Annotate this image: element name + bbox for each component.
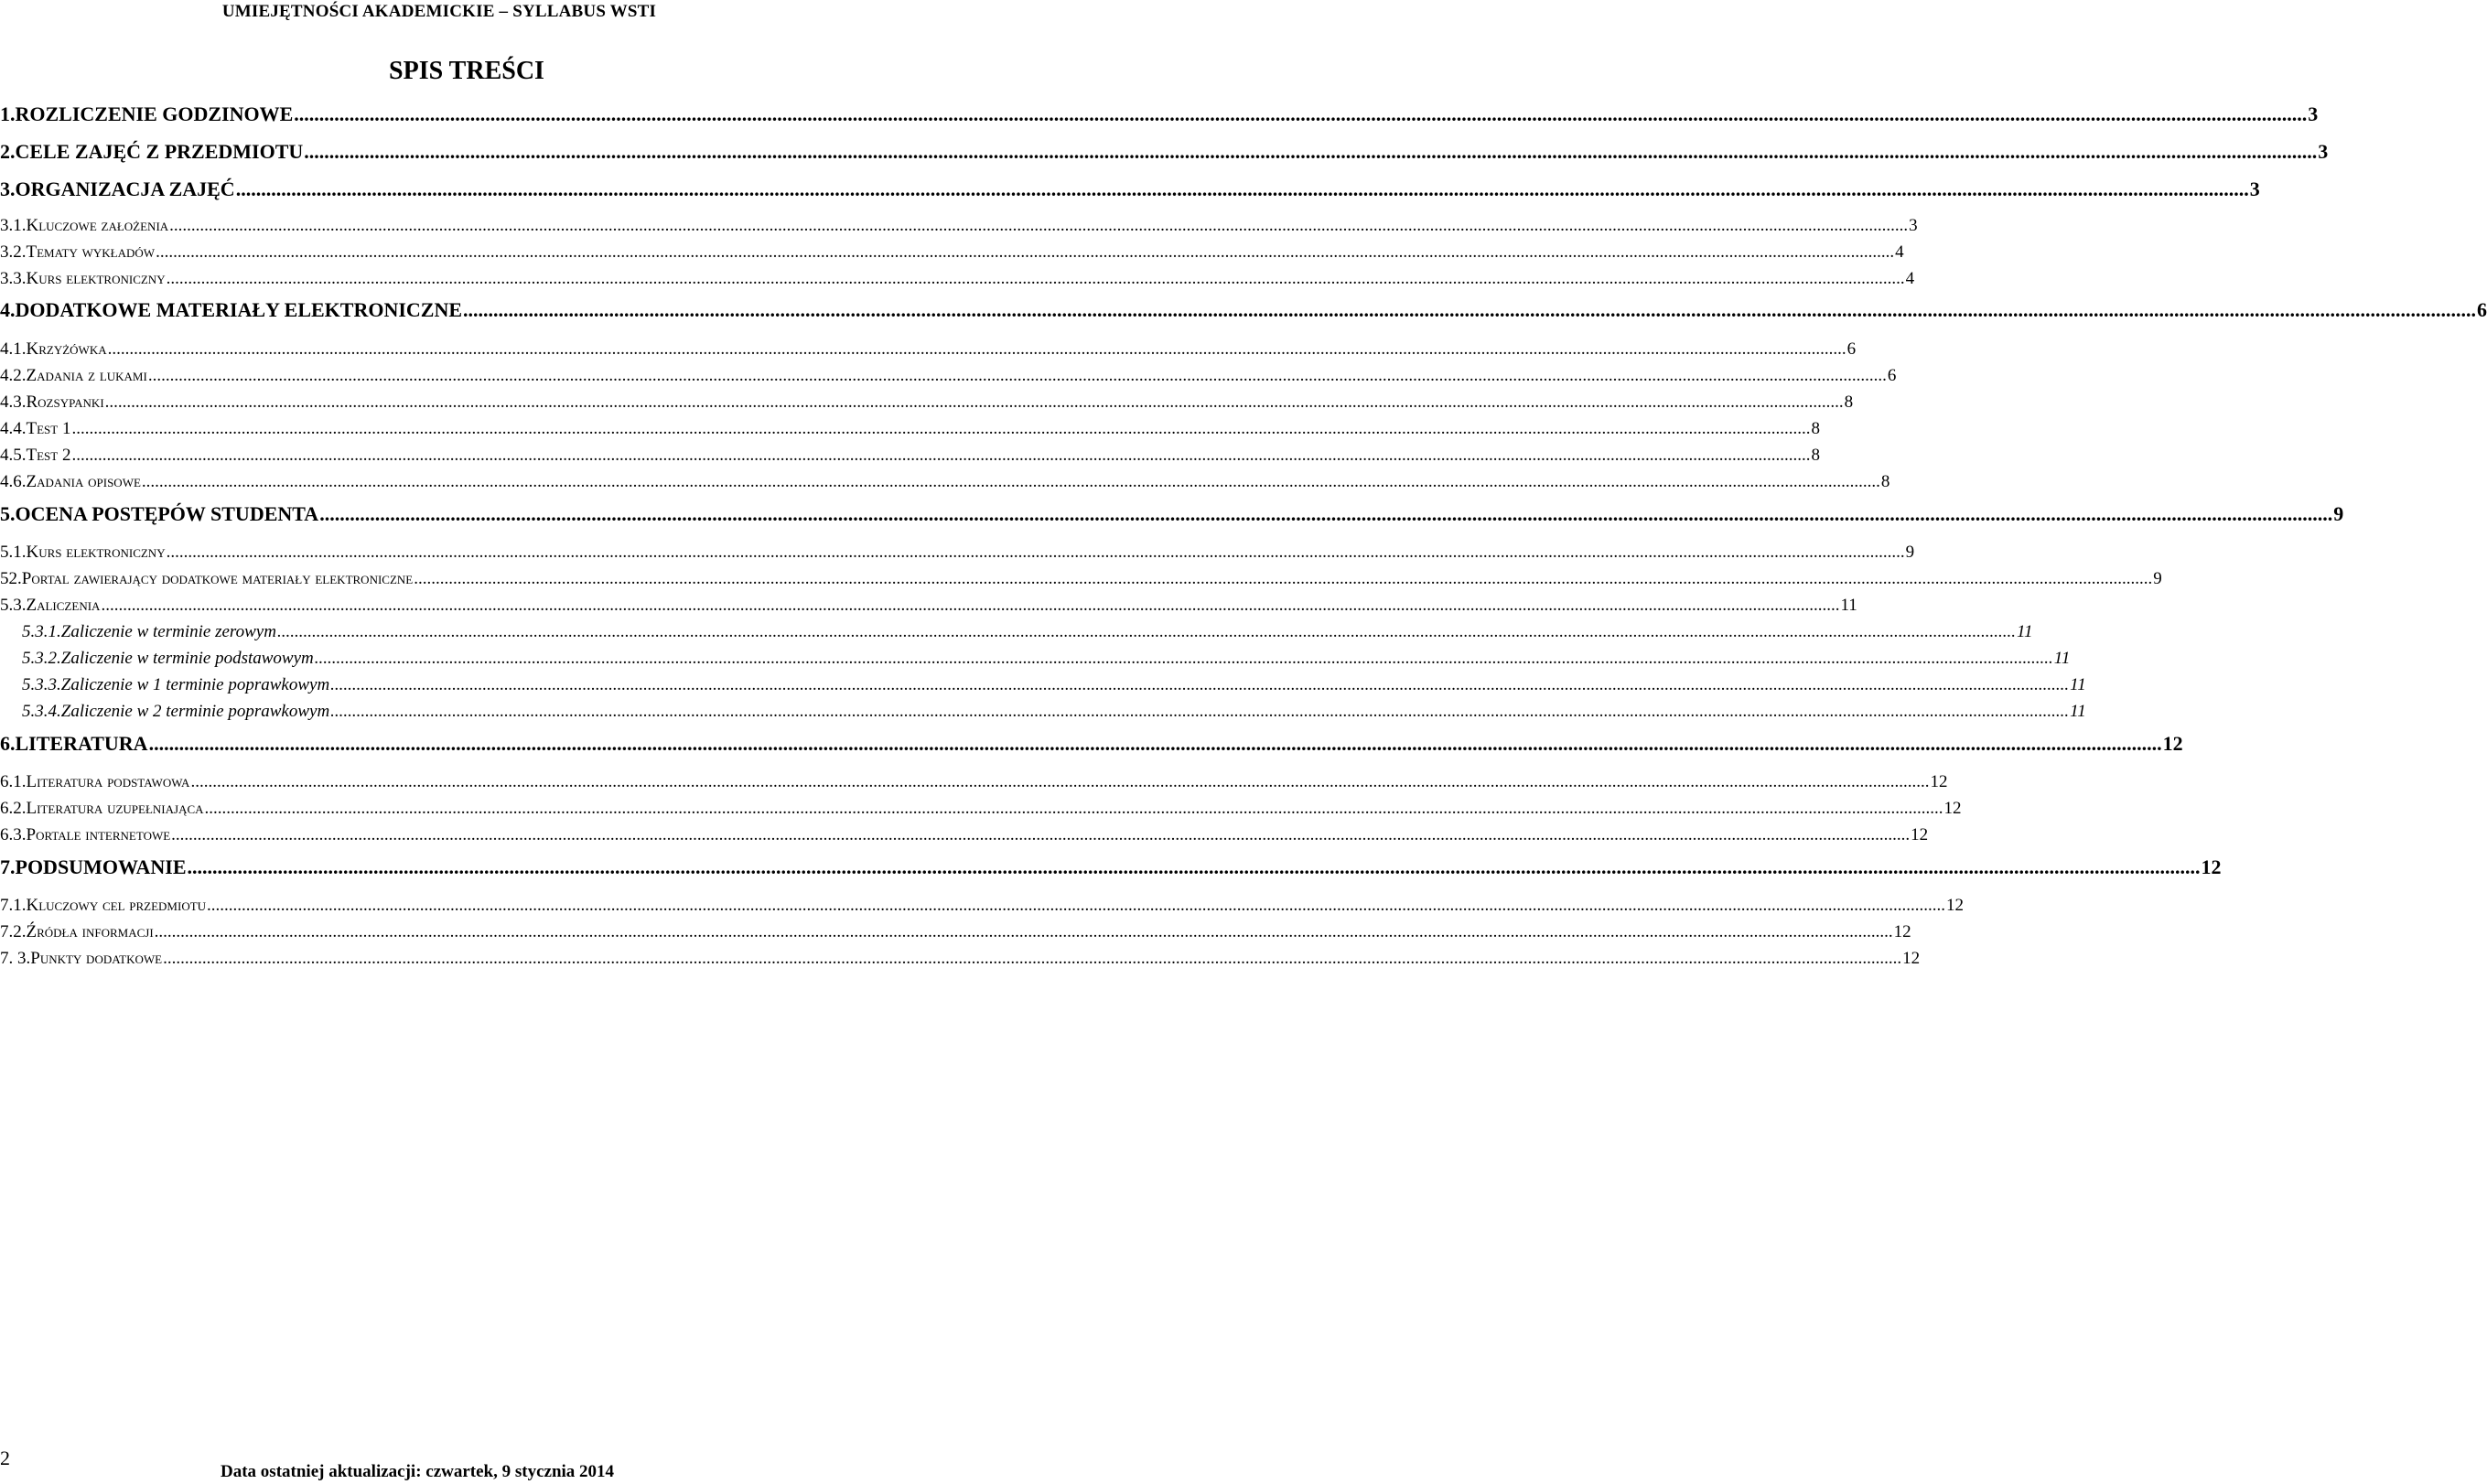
toc-entry-label: Tematy wykładów bbox=[26, 242, 156, 262]
toc-entry-page: 12 bbox=[1943, 799, 1962, 818]
dot-leader: ................................................................................................................................................................................................................................................................................................................................................................................................................ bbox=[204, 799, 1943, 818]
toc-entry-page: 9 bbox=[1905, 543, 1915, 562]
toc-entry-label: Zadania opisowe bbox=[26, 472, 141, 491]
toc-entry-3-1[interactable] bbox=[0, 213, 1918, 239]
dot-leader: ................................................................................................................................................................................................................................................................................................................................................................................................................ bbox=[330, 702, 2070, 721]
toc-entry-6-3[interactable] bbox=[0, 823, 1929, 848]
toc-entry-number: 5.3.1. bbox=[22, 622, 61, 641]
dot-leader: ................................................................................................................................................................................................................................................................................................................................................................................................................ bbox=[71, 446, 1811, 465]
dot-leader: ................................................................................................................................................................................................................................................................................................................................................................................................................ bbox=[166, 269, 1905, 288]
toc-entry-4-4[interactable] bbox=[0, 416, 1820, 442]
toc-entry-page: 3 bbox=[1909, 216, 1918, 235]
toc-entry-7-2[interactable] bbox=[0, 919, 1911, 945]
toc-entry-3[interactable] bbox=[0, 176, 2260, 203]
toc-entry-5-3-1[interactable] bbox=[22, 619, 2033, 645]
toc-entry-page: 12 bbox=[1946, 896, 1965, 915]
toc-entry-number: 4.1. bbox=[0, 339, 27, 359]
toc-entry-number: 3.3. bbox=[0, 269, 27, 288]
toc-entry-number: 1. bbox=[0, 102, 16, 125]
toc-entry-3-2[interactable] bbox=[0, 240, 1904, 265]
toc-entry-label: Kurs elektroniczny bbox=[26, 269, 166, 288]
toc-entry-label: Zaliczenie w terminie podstawowym bbox=[60, 649, 314, 668]
toc-entry-5-2[interactable] bbox=[0, 566, 2162, 592]
toc-entry-number: 7. 3. bbox=[0, 949, 31, 968]
toc-entry-page: 8 bbox=[1844, 393, 1854, 412]
toc-entry-number: 4.5. bbox=[0, 446, 27, 465]
toc-entry-number: 5.3.2. bbox=[22, 649, 61, 668]
toc-entry-page: 9 bbox=[2153, 569, 2162, 588]
toc-entry-number: 5.3. bbox=[0, 596, 27, 615]
toc-entry-page: 12 bbox=[1911, 825, 1929, 844]
toc-entry-number: 2. bbox=[0, 140, 16, 163]
toc-entry-number: 52. bbox=[0, 569, 22, 588]
dot-leader: ................................................................................................................................................................................................................................................................................................................................................................................................................ bbox=[156, 242, 1895, 262]
toc-entry-4-2[interactable] bbox=[0, 363, 1897, 389]
toc-entry-label: Zaliczenie w 1 terminie poprawkowym bbox=[60, 675, 330, 694]
toc-entry-number: 4. bbox=[0, 298, 16, 321]
dot-leader: ................................................................................................................................................................................................................................................................................................................................................................................................................ bbox=[101, 596, 1840, 615]
toc-entry-label: Punkty dodatkowe bbox=[30, 949, 163, 968]
dot-leader: ................................................................................................................................................................................................................................................................................................................................................................................................................ bbox=[187, 855, 2201, 878]
toc-entry-page: 6 bbox=[1846, 339, 1857, 359]
dot-leader: ................................................................................................................................................................................................................................................................................................................................................................................................................ bbox=[276, 622, 2016, 641]
toc-entry-label: Kluczowy cel przedmiotu bbox=[26, 896, 207, 915]
toc-entry-7-3[interactable] bbox=[0, 946, 1921, 972]
toc-entry-label: Źródła informacji bbox=[26, 922, 154, 941]
dot-leader: ................................................................................................................................................................................................................................................................................................................................................................................................................ bbox=[294, 102, 2308, 125]
toc-entry-label: Portal zawierający dodatkowe materiały elektroniczne bbox=[21, 569, 414, 588]
toc-entry-number: 6.2. bbox=[0, 799, 27, 818]
toc-entry-page: 3 bbox=[2308, 102, 2319, 125]
dot-leader: ................................................................................................................................................................................................................................................................................................................................................................................................................ bbox=[154, 922, 1893, 941]
toc-entry-6-2[interactable] bbox=[0, 796, 1962, 822]
dot-leader: ................................................................................................................................................................................................................................................................................................................................................................................................................ bbox=[463, 298, 2477, 321]
toc-entry-label: Zaliczenie w 2 terminie poprawkowym bbox=[60, 702, 330, 721]
dot-leader: ................................................................................................................................................................................................................................................................................................................................................................................................................ bbox=[104, 393, 1844, 412]
toc-entry-5-3-4[interactable] bbox=[22, 699, 2086, 725]
toc-entry-5-3-3[interactable] bbox=[22, 672, 2086, 698]
toc-entry-5[interactable] bbox=[0, 500, 2344, 528]
toc-entry-number: 4.3. bbox=[0, 393, 27, 412]
toc-entry-page: 11 bbox=[1840, 596, 1857, 615]
toc-entry-3-3[interactable] bbox=[0, 266, 1915, 292]
toc-entry-page: 4 bbox=[1895, 242, 1904, 262]
toc-entry-number: 6. bbox=[0, 732, 16, 755]
toc-entry-label: DODATKOWE MATERIAŁY ELEKTRONICZNE bbox=[15, 298, 463, 321]
toc-entry-label: Test 1 bbox=[26, 419, 71, 438]
toc-entry-page: 6 bbox=[2477, 298, 2487, 321]
toc-entry-label: Krzyżówka bbox=[26, 339, 107, 359]
toc-entry-page: 3 bbox=[2249, 177, 2260, 200]
toc-entry-number: 5.1. bbox=[0, 543, 27, 562]
toc-entry-label: Portale internetowe bbox=[26, 825, 171, 844]
dot-leader: ................................................................................................................................................................................................................................................................................................................................................................................................................ bbox=[141, 472, 1880, 491]
toc-entry-page: 11 bbox=[2070, 702, 2086, 721]
toc-entry-5-3-2[interactable] bbox=[22, 646, 2071, 672]
running-header: UMIEJĘTNOŚCI AKADEMICKIE – SYLLABUS WSTI bbox=[221, 2, 657, 21]
toc-entry-label: Literatura uzupełniająca bbox=[26, 799, 204, 818]
toc-entry-7[interactable] bbox=[0, 854, 2222, 881]
toc-entry-label: Literatura podstawowa bbox=[26, 772, 190, 791]
dot-leader: ................................................................................................................................................................................................................................................................................................................................................................................................................ bbox=[235, 177, 2249, 200]
dot-leader: ................................................................................................................................................................................................................................................................................................................................................................................................................ bbox=[147, 366, 1887, 385]
toc-entry-4-3[interactable] bbox=[0, 390, 1854, 415]
dot-leader: ................................................................................................................................................................................................................................................................................................................................................................................................................ bbox=[171, 825, 1911, 844]
toc-entry-number: 7.2. bbox=[0, 922, 27, 941]
toc-entry-number: 4.4. bbox=[0, 419, 27, 438]
page-number: 2 bbox=[0, 1446, 10, 1469]
toc-entry-5-1[interactable] bbox=[0, 540, 1915, 565]
dot-leader: ................................................................................................................................................................................................................................................................................................................................................................................................................ bbox=[207, 896, 1946, 915]
toc-entry-page: 9 bbox=[2333, 502, 2344, 525]
toc-entry-number: 6.1. bbox=[0, 772, 27, 791]
toc-entry-page: 6 bbox=[1887, 366, 1897, 385]
toc-entry-label: ROZLICZENIE GODZINOWE bbox=[15, 102, 294, 125]
toc-entry-page: 12 bbox=[2162, 732, 2183, 755]
dot-leader: ................................................................................................................................................................................................................................................................................................................................................................................................................ bbox=[314, 649, 2053, 668]
toc-entry-number: 5.3.4. bbox=[22, 702, 61, 721]
toc-entry-page: 11 bbox=[2053, 649, 2071, 668]
toc-entry-label: Kurs elektroniczny bbox=[26, 543, 166, 562]
toc-entry-4[interactable] bbox=[0, 296, 2487, 324]
toc-entry-number: 5.3.3. bbox=[22, 675, 61, 694]
toc-title: SPIS TREŚCI bbox=[389, 57, 544, 85]
dot-leader: ................................................................................................................................................................................................................................................................................................................................................................................................................ bbox=[414, 569, 2153, 588]
toc-entry-label: Rozsypanki bbox=[26, 393, 104, 412]
toc-entry-page: 8 bbox=[1880, 472, 1890, 491]
toc-entry-6[interactable] bbox=[0, 730, 2183, 758]
toc-entry-7-1[interactable] bbox=[0, 893, 1965, 919]
toc-entry-number: 3.1. bbox=[0, 216, 27, 235]
toc-entry-number: 5. bbox=[0, 502, 16, 525]
toc-entry-label: OCENA POSTĘPÓW STUDENTA bbox=[15, 502, 319, 525]
toc-entry-label: LITERATURA bbox=[15, 732, 148, 755]
toc-entry-page: 8 bbox=[1811, 446, 1820, 465]
toc-entry-page: 12 bbox=[1930, 772, 1948, 791]
toc-entry-page: 11 bbox=[2070, 675, 2086, 694]
toc-entry-4-1[interactable] bbox=[0, 337, 1857, 362]
dot-leader: ................................................................................................................................................................................................................................................................................................................................................................................................................ bbox=[163, 949, 1902, 968]
toc-entry-number: 7. bbox=[0, 855, 16, 878]
toc-entry-label: CELE ZAJĘĆ Z PRZEDMIOTU bbox=[15, 140, 304, 163]
toc-entry-number: 7.1. bbox=[0, 896, 27, 915]
dot-leader: ................................................................................................................................................................................................................................................................................................................................................................................................................ bbox=[169, 216, 1909, 235]
toc-entry-number: 6.3. bbox=[0, 825, 27, 844]
toc-entry-number: 3.2. bbox=[0, 242, 27, 262]
toc-entry-number: 3. bbox=[0, 177, 16, 200]
toc-entry-page: 3 bbox=[2318, 140, 2329, 163]
toc-entry-page: 8 bbox=[1811, 419, 1820, 438]
toc-entry-label: Kluczowe założenia bbox=[26, 216, 169, 235]
toc-entry-4-6[interactable] bbox=[0, 469, 1890, 495]
toc-entry-label: Zadania z lukami bbox=[26, 366, 147, 385]
toc-entry-page: 12 bbox=[1902, 949, 1921, 968]
toc-entry-2[interactable] bbox=[0, 138, 2329, 166]
toc-entry-label: ORGANIZACJA ZAJĘĆ bbox=[15, 177, 235, 200]
dot-leader: ................................................................................................................................................................................................................................................................................................................................................................................................................ bbox=[71, 419, 1811, 438]
dot-leader: ................................................................................................................................................................................................................................................................................................................................................................................................................ bbox=[330, 675, 2070, 694]
dot-leader: ................................................................................................................................................................................................................................................................................................................................................................................................................ bbox=[148, 732, 2162, 755]
dot-leader: ................................................................................................................................................................................................................................................................................................................................................................................................................ bbox=[304, 140, 2318, 163]
toc-entry-number: 4.6. bbox=[0, 472, 27, 491]
toc-entry-4-5[interactable] bbox=[0, 443, 1820, 468]
dot-leader: ................................................................................................................................................................................................................................................................................................................................................................................................................ bbox=[166, 543, 1905, 562]
toc-entry-1[interactable] bbox=[0, 101, 2319, 128]
toc-entry-5-3[interactable] bbox=[0, 593, 1857, 618]
toc-entry-number: 4.2. bbox=[0, 366, 27, 385]
dot-leader: ................................................................................................................................................................................................................................................................................................................................................................................................................ bbox=[107, 339, 1846, 359]
toc-entry-page: 4 bbox=[1905, 269, 1915, 288]
last-updated-note: Data ostatniej aktualizacji: czwartek, 9 stycznia 2014 bbox=[221, 1462, 615, 1481]
toc-entry-page: 12 bbox=[2201, 855, 2222, 878]
toc-entry-label: Zaliczenie w terminie zerowym bbox=[60, 622, 276, 641]
toc-entry-label: Test 2 bbox=[26, 446, 71, 465]
dot-leader: ................................................................................................................................................................................................................................................................................................................................................................................................................ bbox=[190, 772, 1930, 791]
dot-leader: ................................................................................................................................................................................................................................................................................................................................................................................................................ bbox=[319, 502, 2333, 525]
toc-entry-page: 11 bbox=[2016, 622, 2033, 641]
toc-entry-page: 12 bbox=[1893, 922, 1911, 941]
toc-entry-6-1[interactable] bbox=[0, 769, 1948, 795]
toc-entry-label: PODSUMOWANIE bbox=[15, 855, 187, 878]
toc-entry-label: Zaliczenia bbox=[26, 596, 101, 615]
